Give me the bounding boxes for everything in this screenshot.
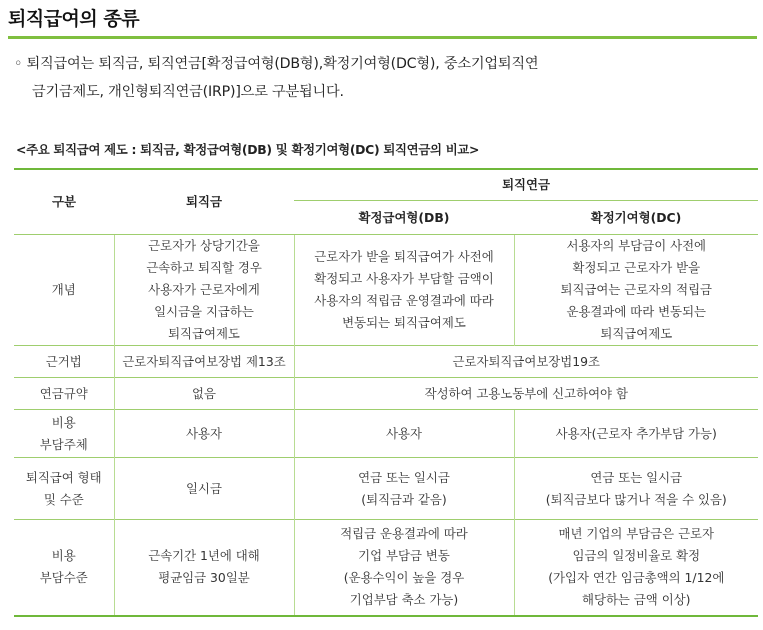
text-line: 사용자의 적립금 운영결과에 따라 xyxy=(314,293,494,308)
cost-db xyxy=(294,520,514,616)
header-severance: 퇴직금 xyxy=(186,194,222,209)
cost-dc xyxy=(514,520,758,616)
text-line: 부담주체 xyxy=(39,436,88,452)
concept-dc xyxy=(514,235,758,346)
row-law xyxy=(14,346,758,378)
text-line: 기업 부담금 변동 xyxy=(358,548,450,564)
text-line: 퇴직급여 형태 xyxy=(25,469,102,485)
text-line: 사용자가 근로자에게 xyxy=(148,282,260,297)
text-line: 변동되는 퇴직급여제도 xyxy=(342,315,466,330)
row-form xyxy=(14,458,758,520)
intro-line-1: 퇴직급여는 퇴직금, 퇴직연금[확정급여형(DB형),확정기여형(DC형), 중소기업퇴직연 xyxy=(26,56,539,72)
label-concept: 개념 xyxy=(14,235,114,346)
header-dc: 확정기여형(DC) xyxy=(514,201,758,235)
burden-dc: 사용자(근로자 추가부담 가능) xyxy=(514,410,758,458)
text-line: (퇴직금보다 많거나 적을 수 있음) xyxy=(545,491,727,507)
comparison-table xyxy=(14,168,758,617)
intro-line-2: 금기금제도, 개인형퇴직연금(IRP)]으로 구분됩니다. xyxy=(32,84,344,100)
text-line: 퇴직급여는 근로자의 적립금 xyxy=(560,282,713,297)
label-cost-level xyxy=(14,520,114,616)
text-line: 비용 xyxy=(51,414,76,430)
row-contract xyxy=(14,378,758,410)
intro-paragraph xyxy=(14,50,538,106)
header-category: 구분 xyxy=(52,194,76,209)
cost-severance xyxy=(114,520,294,616)
text-line: 근로자가 받을 퇴직급여가 사전에 xyxy=(314,249,494,264)
row-cost-level xyxy=(14,520,758,616)
label-law: 근거법 xyxy=(14,346,114,378)
label-form xyxy=(14,458,114,520)
text-line: 서용자의 부담금이 사전에 xyxy=(566,238,707,253)
law-severance: 근로자퇴직급여보장법 제13조 xyxy=(114,346,294,378)
title-underline xyxy=(8,36,757,39)
burden-db: 사용자 xyxy=(294,410,514,458)
contract-pension: 작성하여 고용노동부에 신고하여야 함 xyxy=(294,378,758,410)
text-line: (가입자 연간 임금총액의 1/12에 xyxy=(548,570,725,586)
text-line: 부담수준 xyxy=(39,570,88,586)
text-line: 비용 xyxy=(51,548,76,564)
text-line: 평균임금 30일분 xyxy=(158,570,250,586)
table-caption: <주요 퇴직급여 제도 : 퇴직금, 확정급여형(DB) 및 확정기여형(DC) 퇴직연금의 비교> xyxy=(16,142,480,157)
text-line: 퇴직급여제도 xyxy=(168,326,240,341)
text-line: 임금의 일정비율로 확정 xyxy=(572,548,701,564)
text-line: 근속기간 1년에 대해 xyxy=(148,548,260,564)
text-line: 퇴직급여제도 xyxy=(600,326,673,341)
text-line: 및 수준 xyxy=(43,491,84,507)
text-line: 운용결과에 따라 변동되는 xyxy=(566,304,707,319)
label-contract: 연금규약 xyxy=(14,378,114,410)
row-burden xyxy=(14,410,758,458)
form-db xyxy=(294,458,514,520)
form-severance: 일시금 xyxy=(114,458,294,520)
text-line: 확정되고 사용자가 부담할 금액이 xyxy=(314,271,494,286)
concept-db xyxy=(294,235,514,346)
burden-severance: 사용자 xyxy=(114,410,294,458)
bullet-mark: ◦ xyxy=(14,56,23,72)
text-line: 일시금을 지급하는 xyxy=(154,304,254,319)
text-line: 근로자가 상당기간을 xyxy=(148,238,260,253)
header-pension: 퇴직연금 xyxy=(502,177,550,192)
text-line: 근속하고 퇴직할 경우 xyxy=(146,260,262,275)
text-line: 기업부담 축소 가능) xyxy=(349,592,459,608)
text-line: 연금 또는 일시금 xyxy=(590,469,683,485)
text-line: 연금 또는 일시금 xyxy=(358,469,450,485)
text-line: 매년 기업의 부담금은 근로자 xyxy=(558,526,714,542)
law-pension: 근로자퇴직급여보장법19조 xyxy=(294,346,758,378)
concept-severance xyxy=(114,235,294,346)
form-dc xyxy=(514,458,758,520)
text-line: 적립금 운용결과에 따라 xyxy=(340,526,468,542)
contract-severance: 없음 xyxy=(114,378,294,410)
text-line: 확정되고 근로자가 받을 xyxy=(572,260,701,275)
text-line: (운용수익이 높을 경우 xyxy=(343,570,465,586)
page-title: 퇴직급여의 종류 xyxy=(8,8,140,30)
header-db: 확정급여형(DB) xyxy=(294,201,514,235)
row-concept xyxy=(14,235,758,346)
label-burden xyxy=(14,410,114,458)
text-line: (퇴직금과 같음) xyxy=(361,491,447,507)
text-line: 해당하는 금액 이상) xyxy=(582,592,691,608)
